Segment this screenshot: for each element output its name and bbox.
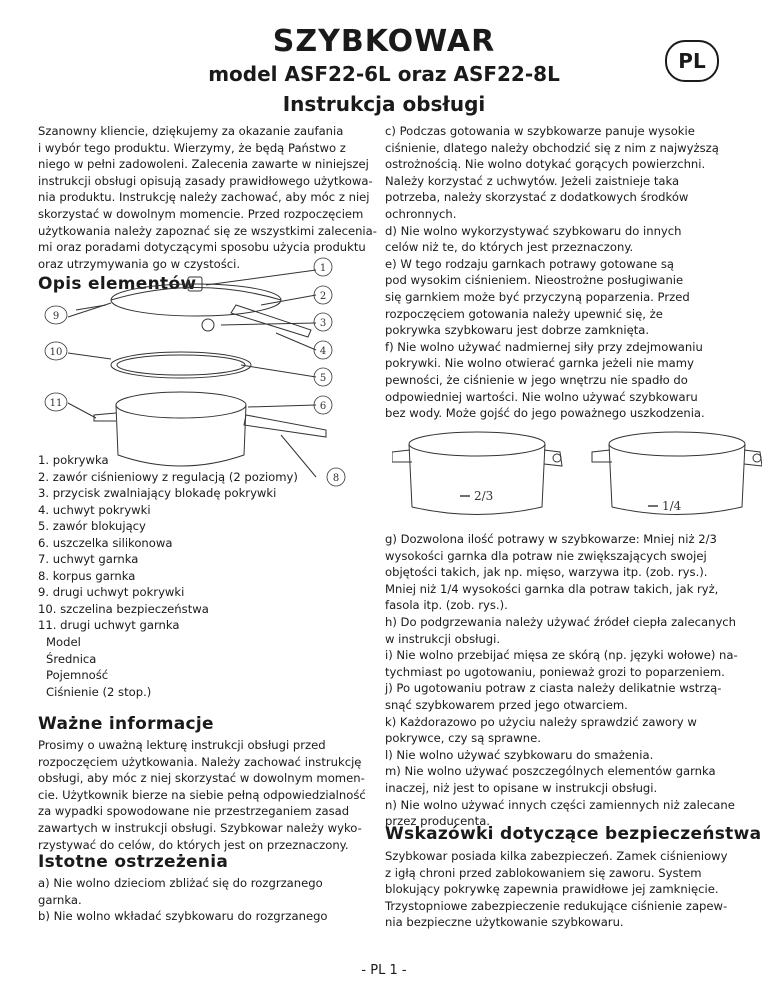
callout-label: 11 bbox=[49, 398, 63, 409]
text-line: Prosimy o uważną lekturę instrukcji obsługi przed bbox=[38, 738, 326, 752]
fill-label-2-3: 2/3 bbox=[474, 489, 494, 503]
text-line: objętości takich, jak np. mięso, warzywa itp. (zob. rys.). bbox=[385, 565, 708, 580]
text-line: c) Podczas gotowania w szybkowarze panuje wysokie bbox=[385, 124, 695, 138]
text-line: cie. Użytkownik bierze na siebie pełną odpowiedzialność bbox=[38, 787, 366, 802]
list-item: 6. uszczelka silikonowa bbox=[38, 535, 173, 550]
text-line: niego w pełni zadowoleni. Zalecenia zawarte w niniejszej bbox=[38, 157, 369, 172]
list-item: 3. przycisk zwalniający blokadę pokrywki bbox=[38, 486, 277, 500]
spec-label: Średnica bbox=[46, 651, 97, 666]
text-line: Mniej niż 1/4 wysokości garnka dla potraw takich, jak ryż, bbox=[385, 581, 719, 596]
lid-handle-shape bbox=[231, 305, 311, 337]
spec-label: Pojemność bbox=[46, 668, 109, 682]
text-line: wysokości garnka dla potraw nie zwiększających swojej bbox=[385, 548, 707, 563]
list-item: 2. zawór ciśnieniowy z regulacją (2 poziomy) bbox=[38, 469, 298, 484]
text-line: l) Nie wolno używać szybkowaru do smażenia. bbox=[385, 747, 654, 762]
text-line: pokrywce, czy są sprawne. bbox=[385, 731, 541, 746]
spec-label: Model bbox=[46, 635, 81, 649]
page-title: SZYBKOWAR bbox=[272, 24, 496, 59]
callout-label: 6 bbox=[319, 401, 327, 412]
text-line: nia bezpieczne użytkowanie szybkowaru. bbox=[385, 915, 624, 930]
text-line: pewności, że ciśnienie w jego wnętrzu nie spadło do bbox=[385, 372, 688, 387]
important-paragraph bbox=[38, 737, 366, 853]
text-line: ochronnych. bbox=[385, 206, 457, 221]
text-line: k) Każdorazowo po użyciu należy sprawdzić zawory w bbox=[385, 714, 697, 729]
safety-paragraph bbox=[385, 848, 728, 931]
text-line: instrukcji obsługi opisują zasady prawidłowego użytkowa- bbox=[38, 173, 373, 188]
text-line: Szanowny kliencie, dziękujemy za okazanie zaufania bbox=[38, 124, 344, 138]
text-line: snąć szybkowarem przed jego otwarciem. bbox=[385, 697, 628, 712]
text-line: tychmiast po ugotowaniu, ponieważ grozi to poparzeniem. bbox=[385, 664, 725, 679]
callout-label: 4 bbox=[319, 346, 327, 357]
text-line: mi oraz poradami dotyczącymi sposobu użycia produktu bbox=[38, 240, 366, 255]
text-line: bez wody. Może gojść do jego poważnego uszkodzenia. bbox=[385, 406, 705, 421]
specs-list bbox=[46, 634, 151, 700]
text-line: a) Nie wolno dzieciom zbliżać się do rozgrzanego bbox=[38, 876, 323, 890]
language-badge: PL bbox=[665, 40, 719, 82]
text-line: ostrożnością. Nie wolno dotykać gorących powierzchni. bbox=[385, 157, 706, 172]
text-line: Szybkowar posiada kilka zabezpieczeń. Zamek ciśnieniowy bbox=[385, 849, 728, 863]
text-line: w instrukcji obsługi. bbox=[385, 631, 501, 646]
text-line: pokrywki. Nie wolno otwierać garnka jeżeli nie mamy bbox=[385, 356, 694, 371]
text-line: f) Nie wolno używać nadmiernej siły przy zdejmowaniu bbox=[385, 339, 703, 354]
important-heading: Ważne informacje bbox=[38, 714, 214, 734]
text-line: nia produktu. Instrukcję należy zachować, aby móc z niej bbox=[38, 190, 370, 205]
list-item: 8. korpus garnka bbox=[38, 568, 136, 583]
text-line: blokujący pokrywkę zapewnia prawidłowe jej zamknięcie. bbox=[385, 882, 719, 897]
text-line: rozpoczęciem użytkowania. Należy zachować instrukcję bbox=[38, 754, 362, 769]
text-line: oraz utrzymywania go w czystości. bbox=[38, 256, 241, 271]
warnings-paragraph bbox=[38, 875, 328, 925]
text-line: j) Po ugotowaniu potraw z ciasta należy delikatnie wstrzą- bbox=[385, 681, 722, 696]
model-subtitle: model ASF22-6L oraz ASF22-8L bbox=[208, 62, 560, 86]
page-number: - PL 1 - bbox=[361, 963, 407, 978]
text-line: ciśnienie, dlatego należy obchodzić się z nim z najwyższą bbox=[385, 140, 719, 155]
text-line: fasola itp. (zob. rys.). bbox=[385, 598, 508, 613]
text-line: h) Do podgrzewania należy używać źródeł ciepła zalecanych bbox=[385, 614, 737, 629]
text-line: się garnkiem może być przyczyną poparzenia. Przed bbox=[385, 289, 690, 304]
pot-2-3-shape bbox=[409, 444, 545, 515]
text-line: zawartych w instrukcji obsługi. Szybkowar należy wyko- bbox=[38, 820, 362, 835]
list-item: 11. drugi uchwyt garnka bbox=[38, 618, 180, 632]
document-subtitle: Instrukcja obsługi bbox=[282, 92, 486, 116]
list-item: 4. uchwyt pokrywki bbox=[38, 502, 151, 517]
callout-label: 1 bbox=[319, 263, 327, 274]
text-line: pod wysokim ciśnieniem. Nieostrożne posługiwanie bbox=[385, 273, 684, 288]
text-line: odpowiedniej wartości. Nie wolno używać szybkowaru bbox=[385, 389, 698, 404]
warnings-continued bbox=[385, 123, 719, 422]
text-line: celów niż te, do których jest przeznaczony. bbox=[385, 240, 634, 255]
text-line: i wybór tego produktu. Wierzymy, że będą Państwo z bbox=[38, 140, 346, 155]
text-line: z igłą chroni przed zablokowaniem się zaworu. System bbox=[385, 865, 702, 880]
text-line: skorzystać w dowolnym momencie. Przed rozpoczęciem bbox=[38, 206, 364, 221]
usage-rules bbox=[385, 531, 738, 830]
callout-label: 3 bbox=[319, 318, 327, 329]
callout-label: 8 bbox=[332, 473, 340, 484]
list-item: 9. drugi uchwyt pokrywki bbox=[38, 585, 185, 599]
text-line: n) Nie wolno używać innych części zamiennych niż zalecane bbox=[385, 797, 735, 812]
text-line: b) Nie wolno wkładać szybkowaru do rozgrzanego bbox=[38, 909, 328, 924]
text-line: g) Dozwolona ilość potrawy w szybkowarze: Mniej niż 2/3 bbox=[385, 532, 717, 546]
safety-heading: Wskazówki dotyczące bezpieczeństwa bbox=[385, 824, 762, 844]
parts-list bbox=[38, 452, 298, 634]
text-line: i) Nie wolno przebijać mięsa ze skórą (np. języki wołowe) na- bbox=[385, 648, 738, 663]
fill-label-1-4: 1/4 bbox=[662, 499, 682, 513]
fill-level-illustration bbox=[392, 422, 762, 532]
pot-handle-shape bbox=[244, 415, 326, 437]
list-item: 7. uchwyt garnka bbox=[38, 552, 139, 566]
warnings-heading: Istotne ostrzeżenia bbox=[38, 852, 229, 872]
text-line: garnka. bbox=[38, 892, 82, 907]
callout-label: 9 bbox=[52, 311, 60, 322]
elements-heading: Opis elementów bbox=[38, 274, 197, 294]
text-line: za wypadki spowodowane nie przestrzeganiem zasad bbox=[38, 804, 350, 819]
list-item: 1. pokrywka bbox=[38, 453, 109, 467]
spec-label: Ciśnienie (2 stop.) bbox=[46, 684, 152, 699]
text-line: Należy korzystać z uchwytów. Jeżeli zaistnieje taka bbox=[385, 173, 680, 188]
intro-paragraph bbox=[38, 123, 377, 272]
text-line: przez producenta. bbox=[385, 814, 490, 829]
text-line: Trzystopniowe zabezpieczenie redukujące ciśnienie zapew- bbox=[385, 898, 728, 913]
callout-label: 2 bbox=[319, 291, 327, 302]
list-item: 10. szczelina bezpieczeństwa bbox=[38, 601, 209, 616]
text-line: obsługi, aby móc z niej skorzystać w dowolnym momen- bbox=[38, 771, 365, 786]
text-line: potrzeba, należy skorzystać z dodatkowych środków bbox=[385, 190, 689, 205]
text-line: rozpoczęciem gotowania należy upewnić się, że bbox=[385, 306, 663, 321]
text-line: inaczej, niż jest to opisane w instrukcji obsługi. bbox=[385, 780, 658, 795]
callout-label: 10 bbox=[49, 347, 63, 358]
text-line: m) Nie wolno używać poszczególnych elementów garnka bbox=[385, 764, 716, 779]
text-line: użytkowania należy zapoznać się ze wszystkimi zalecenia- bbox=[38, 223, 377, 238]
text-line: e) W tego rodzaju garnkach potrawy gotowane są bbox=[385, 256, 674, 271]
callout-label: 5 bbox=[319, 373, 327, 384]
text-line: rzystywać do celów, do których jest on przeznaczony. bbox=[38, 837, 349, 852]
text-line: pokrywka szybkowaru jest dobrze zamknięta. bbox=[385, 323, 650, 338]
gasket-shape bbox=[111, 352, 251, 378]
text-line: d) Nie wolno wykorzystywać szybkowaru do innych bbox=[385, 223, 682, 238]
list-item: 5. zawór blokujący bbox=[38, 519, 146, 533]
